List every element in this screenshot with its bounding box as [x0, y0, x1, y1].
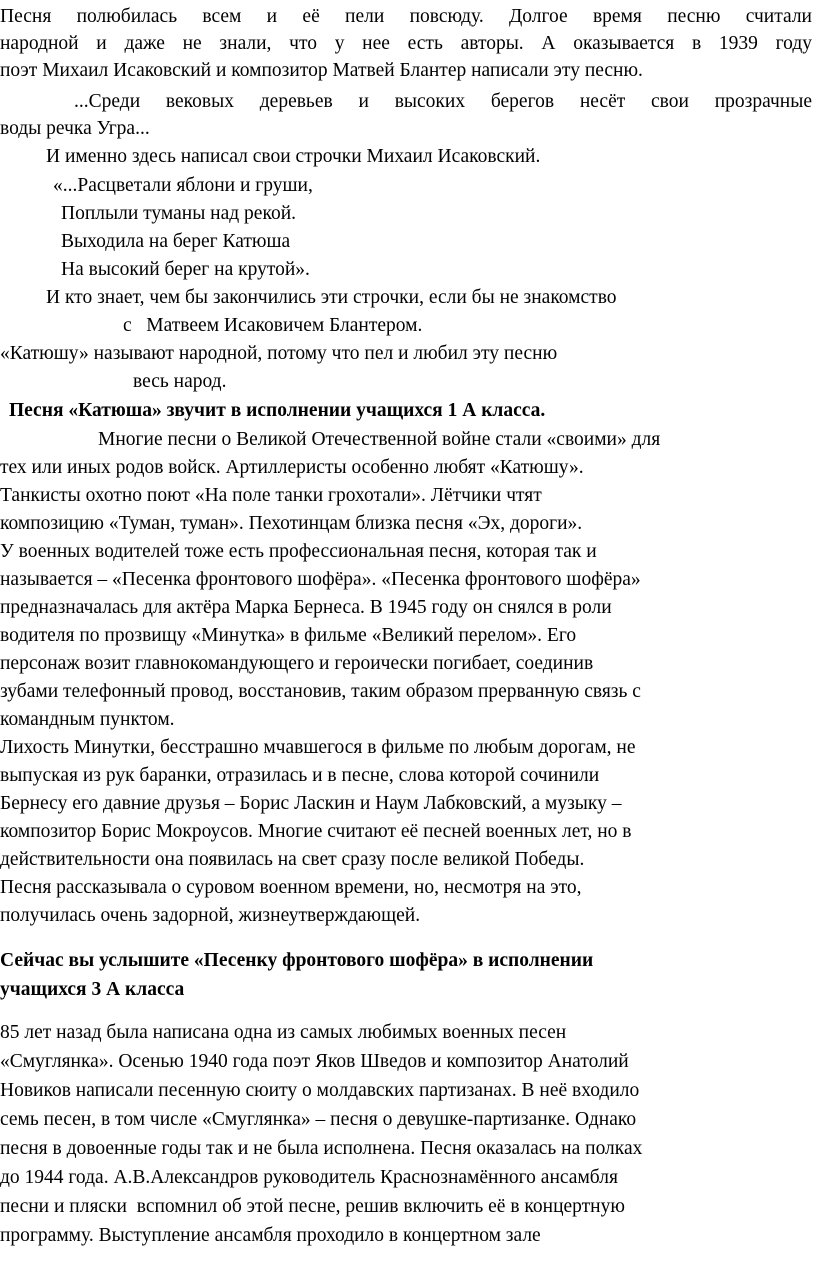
text-line: семь песен, в том числе «Смуглянка» – песня о девушке-партизанке. Однако: [0, 1109, 637, 1130]
text-line: 85 лет назад была написана одна из самых любимых военных песен: [0, 1022, 567, 1043]
text-line: композицию «Туман, туман». Пехотинцам близка песня «Эх, дороги».: [0, 513, 583, 534]
text-line: командным пунктом.: [0, 709, 175, 730]
text-line: водителя по прозвищу «Минутка» в фильме «Великий перелом». Его: [0, 625, 577, 646]
text-line: действительности она появилась на свет сразу после великой Победы.: [0, 849, 585, 870]
text-line: называется – «Песенка фронтового шофёра». «Песенка фронтового шофёра»: [0, 569, 641, 590]
text-line: Бернесу его давние друзья – Борис Ласкин и Наум Лабковский, а музыку –: [0, 793, 622, 814]
text-line: И именно здесь написал свои строчки Михаил Исаковский.: [46, 146, 541, 167]
text-line: поэт Михаил Исаковский и композитор Матвей Блантер написали эту песню.: [0, 60, 643, 81]
text-line: предназначалась для актёра Марка Бернеса. В 1945 году он снялся в роли: [0, 597, 612, 618]
text-line: песня в довоенные годы так и не была исполнена. Песня оказалась на полках: [0, 1138, 643, 1159]
text-line: Песня полюбилась всем и её пели повсюду. Долгое время песню считали: [0, 6, 812, 27]
text-line: программу. Выступление ансамбля проходило в концертном зале: [0, 1225, 541, 1246]
heading-line: Сейчас вы услышите «Песенку фронтового шофёра» в исполнении: [0, 950, 594, 971]
text-line: воды речка Угра...: [0, 118, 150, 139]
text-line: «Катюшу» называют народной, потому что пел и любил эту песню: [0, 343, 558, 364]
text-line: выпуская из рук баранки, отразилась и в песне, слова которой сочинили: [0, 765, 600, 786]
section-heading: Песня «Катюша» звучит в исполнении учащихся 1 А класса.: [9, 400, 546, 421]
text-line: весь народ.: [133, 371, 227, 392]
text-line: Песня рассказывала о суровом военном времени, но, несмотря на это,: [0, 877, 582, 898]
text-line: народной и даже не знали, что у нее есть авторы. А оказывается в 1939 году: [0, 33, 812, 54]
text-line: «Смуглянка». Осенью 1940 года поэт Яков Шведов и композитор Анатолий: [0, 1051, 629, 1072]
heading-line: учащихся 3 А класса: [0, 979, 185, 1000]
text-line: песни и пляски вспомнил об этой песне, решив включить её в концертную: [0, 1196, 625, 1217]
text-line: персонаж возит главнокомандующего и героически погибает, соединив: [0, 653, 594, 674]
text-line: У военных водителей тоже есть профессиональная песня, которая так и: [0, 541, 597, 562]
text-line: с Матвеем Исаковичем Блантером.: [123, 315, 423, 336]
text-line: ...Среди вековых деревьев и высоких берегов несёт свои прозрачные: [74, 91, 812, 112]
poem-line: Поплыли туманы над рекой.: [61, 203, 297, 224]
text-line: композитор Борис Мокроусов. Многие считают её песней военных лет, но в: [0, 821, 632, 842]
text-line: И кто знает, чем бы закончились эти строчки, если бы не знакомство: [46, 287, 617, 308]
text-line: получилась очень задорной, жизнеутверждающей.: [0, 905, 421, 926]
poem-line: Выходила на берег Катюша: [61, 231, 291, 252]
poem-line: На высокий берег на крутой».: [61, 259, 310, 280]
text-line: Новиков написали песенную сюиту о молдавских партизанах. В неё входило: [0, 1080, 640, 1101]
text-line: зубами телефонный провод, восстановив, таким образом прерванную связь с: [0, 681, 641, 702]
text-line: тех или иных родов войск. Артиллеристы особенно любят «Катюшу».: [0, 457, 584, 478]
poem-line: «...Расцветали яблони и груши,: [53, 175, 313, 196]
text-line: Лихость Минутки, бесстрашно мчавшегося в фильме по любым дорогам, не: [0, 737, 636, 758]
text-line: Танкисты охотно поют «На поле танки грохотали». Лётчики чтят: [0, 485, 542, 506]
text-line: до 1944 года. А.В.Александров руководитель Краснознамённого ансамбля: [0, 1167, 618, 1188]
text-line: Многие песни о Великой Отечественной войне стали «своими» для: [98, 429, 661, 450]
